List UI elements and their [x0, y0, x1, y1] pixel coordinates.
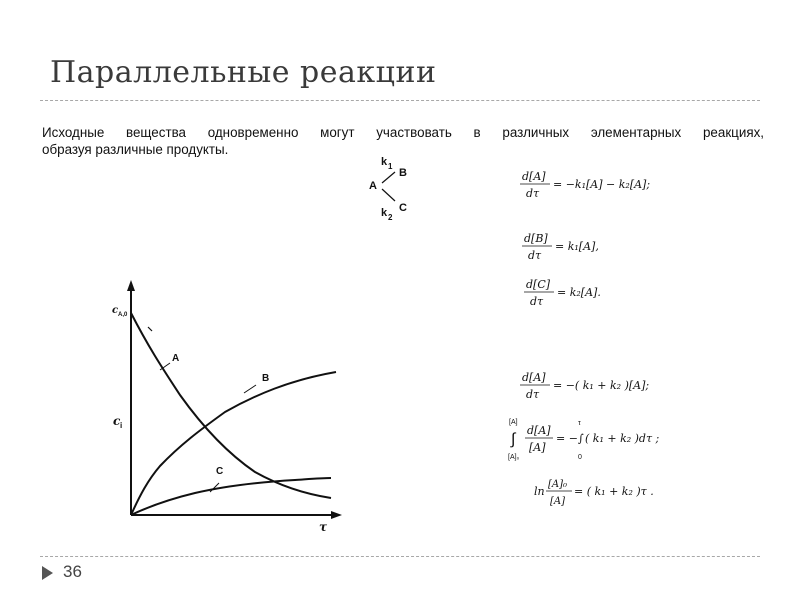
- scheme-k1-sub: 1: [388, 162, 393, 171]
- scheme-k1: k: [381, 156, 388, 168]
- y0-label: c: [112, 305, 119, 316]
- formula-1-numerator: d[A]: [522, 170, 546, 183]
- formula-6-ln: ln: [534, 485, 545, 498]
- formula-5-rhs: ( k₁ + k₂ )dτ ;: [585, 432, 660, 445]
- formula-5: [508, 419, 660, 461]
- formula-4: [520, 371, 649, 401]
- formula-5-int2-lower: 0: [578, 454, 582, 461]
- x-axis-arrow: [331, 511, 342, 519]
- scheme-k2-sub: 2: [388, 213, 393, 222]
- x-axis-label: τ: [319, 520, 328, 534]
- formula-2-numerator: d[B]: [524, 232, 548, 245]
- intro-line-1: Исходные вещества одновременно могут участвовать в различных элементарных реакциях,: [42, 125, 764, 140]
- formula-1-rhs: = −k₁[A] − k₂[A];: [553, 178, 651, 191]
- series-a-line: [131, 313, 331, 498]
- formula-5-int-upper: [A]: [509, 419, 518, 426]
- scheme-product-b: B: [399, 167, 407, 179]
- tick-y0: [148, 327, 152, 331]
- reaction-scheme: [369, 156, 407, 222]
- scheme-branch-top: [382, 172, 395, 183]
- formula-1: [520, 170, 650, 200]
- y-axis-label-sub: i: [120, 421, 123, 430]
- formula-4-rhs: = −( k₁ + k₂ )[A];: [553, 379, 650, 392]
- slide-title: Параллельные реакции: [50, 55, 437, 90]
- formulas: [508, 170, 660, 507]
- series-c-line: [131, 478, 331, 515]
- scheme-product-c: C: [399, 202, 407, 214]
- series-c-label: C: [216, 466, 224, 477]
- formula-3-numerator: d[C]: [526, 278, 551, 291]
- play-arrow-icon: [42, 566, 53, 580]
- y0-label-sub: A,0: [118, 312, 128, 318]
- formula-3: [524, 278, 601, 308]
- formula-2-rhs: = k₁[A],: [555, 240, 599, 253]
- formula-6-rhs: = ( k₁ + k₂ )τ .: [574, 485, 654, 498]
- series-b-label: B: [262, 373, 270, 384]
- footer-divider: [40, 556, 760, 557]
- intro-line-2: образуя различные продукты.: [42, 142, 229, 157]
- formula-3-rhs: = k₂[A].: [557, 286, 601, 299]
- formula-6-numerator: [A]₀: [548, 479, 568, 490]
- formula-5-mid: = −∫: [556, 432, 584, 445]
- scheme-k2: k: [381, 207, 388, 219]
- formula-5-denominator: [A]: [529, 441, 546, 454]
- page-number: 36: [63, 562, 82, 581]
- series-a-label: A: [172, 353, 180, 364]
- formula-5-int2-upper: τ: [578, 420, 581, 427]
- formula-2: [522, 232, 599, 262]
- y-axis-label: c: [113, 414, 121, 428]
- y-axis-arrow: [127, 280, 135, 291]
- formula-4-denominator: dτ: [526, 388, 540, 401]
- formula-1-denominator: dτ: [526, 187, 540, 200]
- series-b-pointer: [244, 385, 256, 393]
- formula-5-int-lower: [A]₀: [508, 454, 520, 461]
- formula-5-numerator: d[A]: [527, 424, 551, 437]
- concentration-chart: [112, 280, 342, 534]
- formula-6-denominator: [A]: [550, 496, 566, 507]
- scheme-branch-bottom: [382, 189, 395, 201]
- formula-3-denominator: dτ: [530, 295, 544, 308]
- formula-6: [534, 479, 654, 507]
- scheme-reactant: A: [369, 180, 377, 192]
- formula-4-numerator: d[A]: [522, 371, 546, 384]
- formula-2-denominator: dτ: [528, 249, 542, 262]
- formula-5-integral-sign: ∫: [511, 431, 516, 448]
